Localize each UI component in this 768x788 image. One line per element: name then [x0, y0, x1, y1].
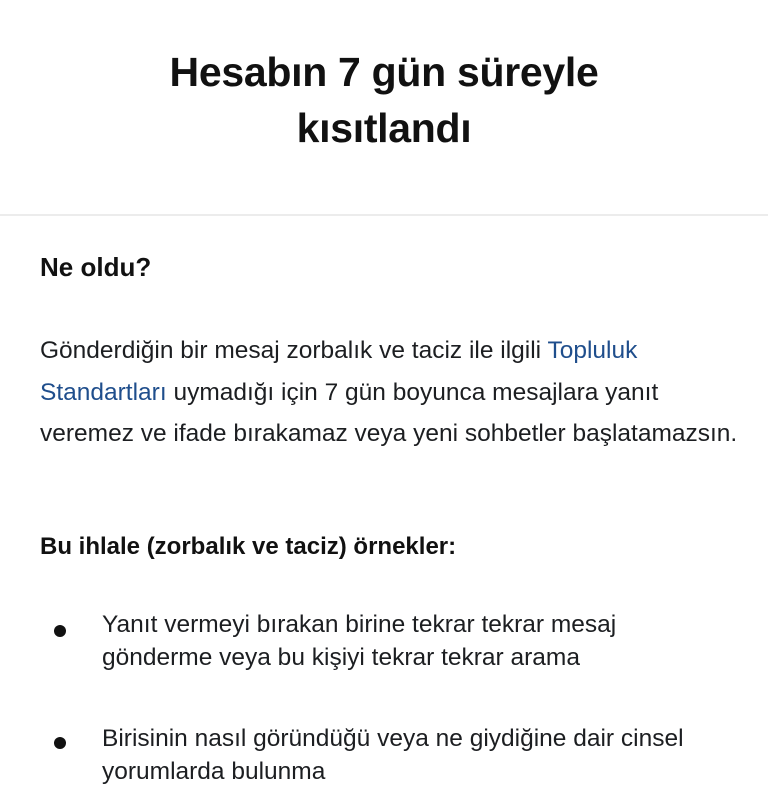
community-standards-link[interactable]: Topluluk Standartları	[40, 337, 638, 406]
paragraph-text-start: Gönderdiğin bir mesaj zorbalık ve taciz ile ilgili	[40, 337, 548, 364]
bullet-icon	[54, 625, 66, 637]
what-happened-paragraph	[40, 330, 740, 455]
bullet-icon	[54, 737, 66, 749]
examples-heading: Bu ihlale (zorbalık ve taciz) örnekler:	[40, 533, 457, 560]
page-title: Hesabın 7 gün süreyle kısıtlandı	[169, 49, 599, 151]
restriction-header	[0, 0, 768, 216]
example-text: Birisinin nasıl göründüğü veya ne giydiğine dair cinsel yorumlarda bulunma	[102, 725, 684, 785]
what-happened-heading: Ne oldu?	[40, 252, 152, 282]
example-text: Yanıt vermeyi bırakan birine tekrar tekrar mesaj gönderme veya bu kişiyi tekrar tekrar arama	[102, 611, 617, 671]
paragraph-text-end: uymadığı için 7 gün boyunca mesajlara yanıt veremez ve ifade bırakamaz veya yeni sohbetler başlatamazsın.	[40, 378, 738, 447]
